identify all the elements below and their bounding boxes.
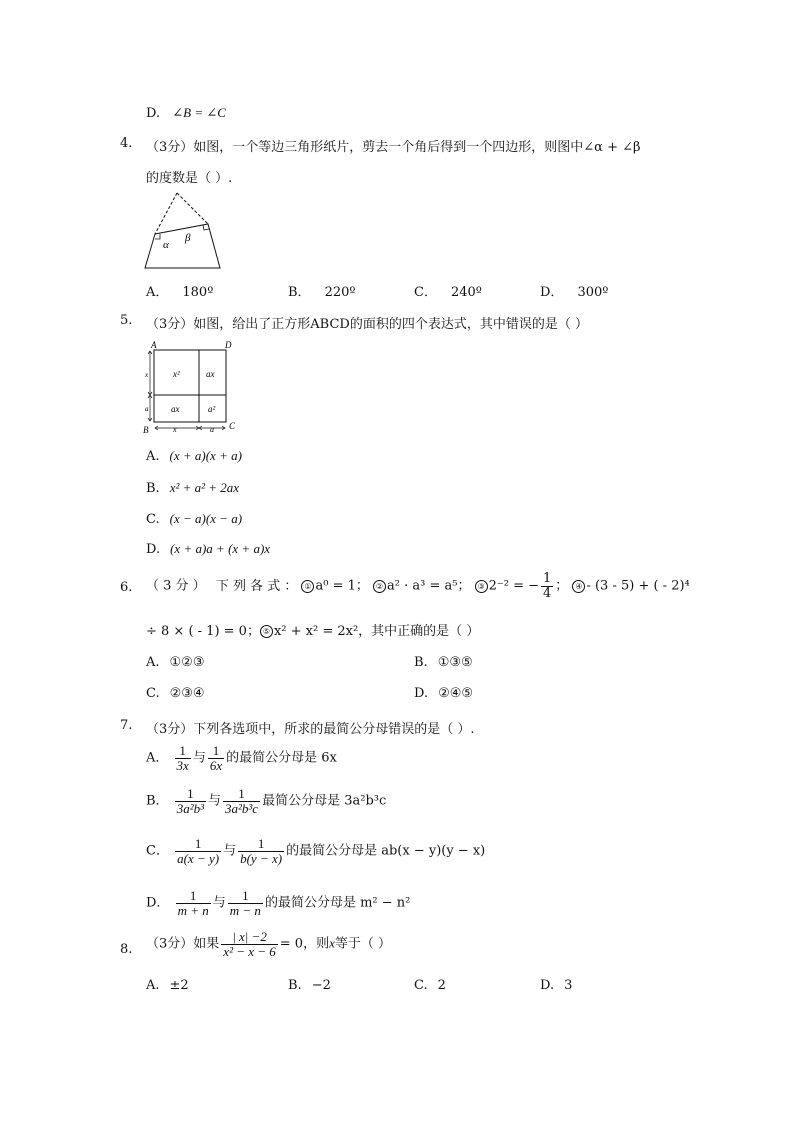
q6-option-a: [146, 655, 205, 670]
fig-vertex-b: B: [143, 425, 149, 435]
q7-stem: [146, 718, 475, 737]
fraction-denominator: m + n: [177, 902, 209, 918]
q7-number: 7.: [120, 718, 133, 733]
fraction-1: [175, 744, 191, 772]
option-tail: 最简公分母是 3a²b³c: [262, 793, 387, 809]
q7-stem-text: 下列各选项中，所求的最简公分母错误的是（ ）.: [193, 722, 475, 737]
fraction-2: [228, 889, 263, 917]
fig-side-a: a: [145, 405, 149, 413]
fraction-numerator: 1: [187, 786, 194, 801]
option-value: 300º: [577, 285, 609, 300]
q6-fraction: [541, 572, 553, 600]
fraction-numerator: | x| −2: [232, 929, 267, 944]
fraction-denominator: 4: [543, 585, 552, 601]
q4-points: （3分）: [146, 140, 194, 155]
q7-option-a: [146, 744, 337, 772]
option-label: A．: [146, 750, 169, 766]
option-value: ②④⑤: [438, 686, 474, 701]
q8-option-d: [540, 978, 572, 993]
circle-5-icon: ⑤: [260, 625, 273, 638]
option-label: D.: [146, 542, 161, 557]
fraction-1: [176, 889, 211, 917]
option-label: C.: [146, 512, 160, 527]
q4-number: 4.: [120, 136, 133, 151]
fraction-denominator: b(y − x): [240, 850, 283, 866]
fraction-2: [238, 837, 284, 865]
fig-bottom-a: a: [210, 425, 214, 434]
q7-option-b: [146, 787, 386, 815]
option-tail: 的最简公分母是 6x: [226, 750, 337, 766]
q6-number: 6.: [120, 580, 133, 595]
fraction-2: [208, 744, 224, 772]
fig-a2: a²: [208, 404, 216, 414]
fig-side-x: x: [145, 371, 149, 379]
option-label: C.: [146, 686, 160, 701]
fraction-numerator: 1: [257, 836, 265, 851]
option-label: C．: [414, 285, 437, 300]
fraction-numerator: 1: [212, 743, 220, 758]
option-label: B．: [146, 793, 169, 809]
option-value: (x + a)(x + a): [169, 448, 242, 463]
q6-expr-5: x² + x² = 2x²，其中正确的是（ ）: [273, 624, 480, 639]
q8-stem: [146, 930, 391, 958]
q6-expr-1: a⁰ = 1；: [315, 578, 369, 594]
q8-variable: x: [329, 935, 335, 951]
option-label: A.: [146, 449, 160, 464]
q6-option-b: [414, 655, 473, 670]
fig-bottom-x: x: [173, 425, 177, 434]
option-label: D.: [540, 978, 555, 993]
circle-4-icon: ④: [572, 580, 585, 593]
fraction-1: [175, 837, 221, 865]
q4-triangle-figure: [140, 188, 230, 274]
option-value: 180º: [182, 285, 214, 300]
circle-2-icon: ②: [373, 580, 386, 593]
q4-stem-line1: [146, 136, 641, 155]
fig-vertex-d: D: [225, 340, 232, 350]
fig-ax-2: ax: [171, 404, 180, 414]
fraction-numerator: 1: [189, 888, 197, 903]
q4-stem-text: 如图，一个等边三角形纸片，剪去一个角后得到一个四边形，则图中∠α + ∠β: [193, 140, 641, 155]
option-value: (x + a)a + (x + a)x: [170, 541, 271, 556]
option-value: 3: [564, 978, 573, 993]
option-value: x² + a² + 2ax: [169, 480, 240, 495]
fraction-denominator: 3x: [176, 757, 189, 773]
q8-option-b: [288, 978, 331, 993]
fig-x2: x²: [173, 369, 180, 379]
q3-option-d: [146, 105, 226, 121]
q5-stem-text: 如图，给出了正方形ABCD的面积的四个表达式，其中错误的是（ ）: [193, 317, 588, 332]
option-value: 240º: [450, 285, 482, 300]
fig-vertex-c: C: [229, 421, 236, 431]
option-label: B.: [146, 481, 160, 496]
q6-lead: 下 列 各 式 ：: [215, 578, 298, 594]
option-tail: 的最简公分母是 m² − n²: [264, 895, 411, 911]
fraction-denominator: 3a²b³c: [225, 800, 259, 816]
option-connector: 与: [212, 895, 226, 911]
q6-stem-line2: [146, 620, 479, 639]
option-value: −2: [311, 978, 331, 993]
q6-expr-2: a² · a³ = a⁵；: [387, 578, 471, 594]
option-label: D．: [146, 895, 170, 911]
fig-alpha-label: α: [163, 239, 169, 251]
option-value: ±2: [169, 978, 189, 993]
fraction-denominator: 6x: [209, 757, 223, 773]
q4-option-a: [146, 281, 213, 300]
q8-lead: 如果: [193, 936, 220, 952]
fraction-1: [175, 787, 206, 815]
option-label: B.: [414, 655, 428, 670]
q5-number: 5.: [120, 313, 133, 328]
q4-option-b: [288, 281, 356, 300]
fraction-numerator: 1: [179, 743, 186, 758]
fraction-numerator: 1: [238, 786, 245, 801]
q8-equals: = 0，则: [279, 936, 330, 952]
option-value: ①③⑤: [437, 655, 473, 670]
q8-option-c: [414, 978, 446, 993]
q5-option-c: [146, 511, 242, 527]
option-label: D.: [414, 686, 429, 701]
option-label: C．: [146, 843, 169, 859]
option-value: 220º: [324, 285, 356, 300]
fraction-denominator: m − n: [229, 902, 261, 918]
fraction-numerator: 1: [543, 571, 552, 586]
q8-option-a: [146, 978, 189, 993]
q8-tail: 等于（ ）: [334, 936, 391, 952]
q6-expr-4-cont: ÷ 8 × ( - 1) = 0；: [146, 624, 260, 639]
option-label: D．: [540, 285, 564, 300]
option-label: C.: [414, 978, 428, 993]
option-value: ∠B = ∠C: [172, 105, 226, 120]
q6-expr-4: - (3 - 5) + ( - 2)⁴: [586, 578, 690, 594]
option-value: ①②③: [169, 655, 205, 670]
option-label: D.: [146, 106, 161, 121]
q5-option-a: [146, 448, 242, 464]
option-label: A．: [146, 285, 169, 300]
option-value: 2: [437, 978, 446, 993]
option-connector: 与: [192, 750, 206, 766]
q6-points: （ 3 分 ）: [146, 578, 206, 594]
q8-points: （3分）: [146, 936, 194, 952]
q7-option-c: [146, 837, 485, 865]
fraction-denominator: x² − x − 6: [223, 943, 276, 959]
option-value: ②③④: [169, 686, 205, 701]
q8-number: 8.: [120, 942, 133, 957]
q6-stem-line1: （ 3 分 ） 下 列 各 式 ： ① a⁰ = 1； ② a² · a³ = a⁵； ③ 2⁻² = − $\frac{1}{4}$ ； ④ - (3 - 5) + ( - 2)⁴: [146, 571, 690, 601]
q5-points: （3分）: [146, 317, 194, 332]
q6-option-d: [414, 686, 473, 701]
fraction-numerator: 1: [242, 888, 249, 903]
option-label: A.: [146, 655, 160, 670]
q8-fraction: [221, 930, 277, 958]
fraction-denominator: 3a²b³: [176, 800, 204, 816]
option-value: (x − a)(x − a): [169, 511, 243, 526]
q4-stem-line2: 的度数是（ ）.: [146, 171, 233, 186]
option-label: A.: [146, 978, 160, 993]
q4-option-d: [540, 281, 608, 300]
circle-1-icon: ①: [301, 580, 314, 593]
fraction-numerator: 1: [194, 836, 202, 851]
q7-points: （3分）: [146, 722, 194, 737]
fraction-denominator: a(x − y): [177, 850, 220, 866]
q6-option-c: [146, 686, 205, 701]
q5-option-d: [146, 541, 270, 557]
fig-vertex-a: A: [151, 340, 157, 350]
fig-beta-label: β: [185, 232, 191, 244]
fraction-2: [223, 787, 260, 815]
option-label: B．: [288, 285, 311, 300]
q6-expr-3: 2⁻² = −: [488, 578, 540, 594]
option-label: B.: [288, 978, 302, 993]
option-connector: 与: [208, 793, 222, 809]
option-connector: 与: [223, 843, 237, 859]
fig-ax-1: ax: [206, 369, 215, 379]
q5-stem: [146, 313, 588, 332]
q7-option-d: [146, 889, 410, 917]
circle-3-icon: ③: [475, 580, 488, 593]
q5-square-figure: [140, 337, 240, 437]
q5-option-b: [146, 480, 239, 496]
option-tail: 的最简公分母是 ab(x − y)(y − x): [286, 843, 486, 859]
q4-option-c: [414, 281, 482, 300]
